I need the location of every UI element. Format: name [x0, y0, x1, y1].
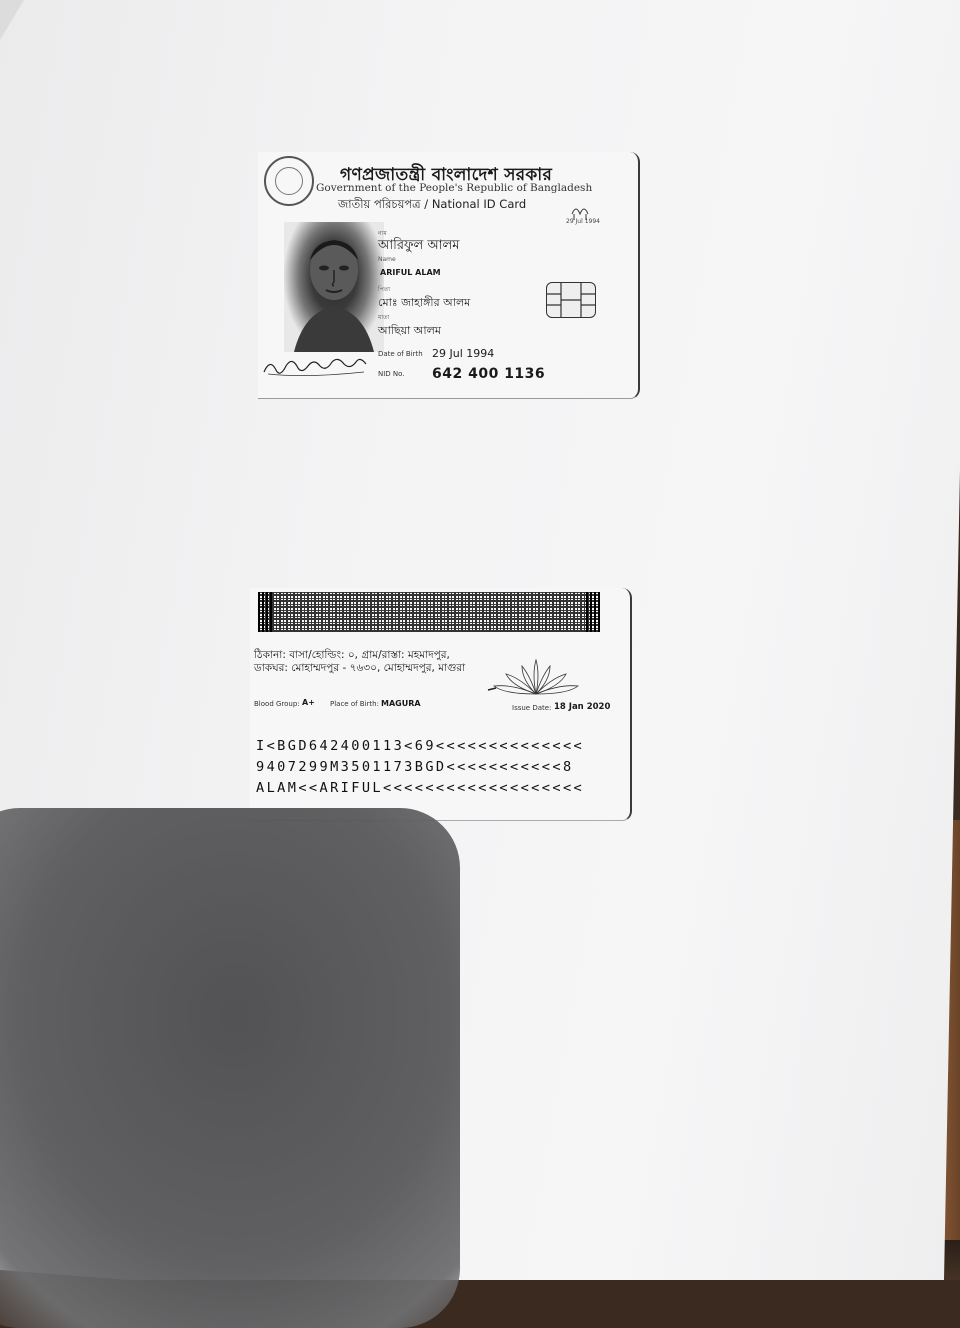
barcode-start-pattern: [258, 592, 272, 632]
id-card-front: [258, 152, 640, 399]
mrz-line-2: 9407299M3501173BGD<<<<<<<<<<<8: [256, 759, 574, 775]
address-line-1: ঠিকানা: বাসা/হোল্ডিং: ০, গ্রাম/রাস্তা: মহমাদপুর,: [254, 649, 450, 661]
blood-group-value: A+: [302, 698, 315, 707]
card-title: জাতীয় পরিচয়পত্র / National ID Card: [338, 197, 527, 211]
issue-date-label: Issue Date:: [512, 704, 552, 712]
issue-date-value: 18 Jan 2020: [554, 702, 611, 712]
mother-name-bn: আছিয়া আলম: [378, 324, 441, 337]
portrait-photo: [284, 222, 384, 352]
barcode-stop-pattern: [586, 592, 600, 632]
blood-group-label: Blood Group:: [254, 700, 300, 708]
gov-title-en: Government of the People's Republic of Bangladesh: [316, 182, 593, 194]
mother-label-bn: মাতা: [378, 314, 390, 321]
mrz-line-3: ALAM<<ARIFUL<<<<<<<<<<<<<<<<<<<: [256, 780, 585, 796]
place-of-birth-label: Place of Birth:: [330, 700, 379, 708]
paper-corner: [0, 0, 24, 40]
pdf417-barcode: [258, 592, 600, 632]
top-signature-icon: [558, 200, 604, 230]
mrz-line-1: I<BGD642400113<69<<<<<<<<<<<<<<: [256, 738, 585, 754]
name-label-bn: নাম: [378, 230, 387, 237]
id-card-back: [250, 588, 632, 821]
holder-signature-icon: [260, 354, 372, 380]
smart-chip-icon: [546, 282, 596, 318]
address-line-2: ডাকঘর: মোহাম্মদপুর - ৭৬৩০, মোহাম্মদপুর, মাগুরা: [254, 662, 466, 674]
water-lily-emblem-icon: [486, 654, 586, 698]
name-label-en: Name: [378, 256, 396, 263]
government-seal-icon: [264, 156, 314, 206]
nid-value: 642 400 1136: [432, 366, 546, 382]
father-label-bn: পিতা: [378, 286, 391, 293]
place-of-birth-value: MAGURA: [381, 699, 421, 708]
nid-label: NID No.: [378, 370, 405, 378]
name-en: ARIFUL ALAM: [380, 268, 441, 277]
top-signature-date: 29 Jul 1994: [566, 218, 600, 225]
dob-value: 29 Jul 1994: [432, 347, 495, 360]
name-bn: আরিফুল আলম: [378, 238, 460, 253]
phone-shadow: [0, 808, 460, 1328]
gov-title-bn: গণপ্রজাতন্ত্রী বাংলাদেশ সরকার: [340, 165, 553, 185]
dob-label: Date of Birth: [378, 350, 423, 358]
father-name-bn: মোঃ জাহাঙ্গীর আলম: [378, 296, 471, 309]
